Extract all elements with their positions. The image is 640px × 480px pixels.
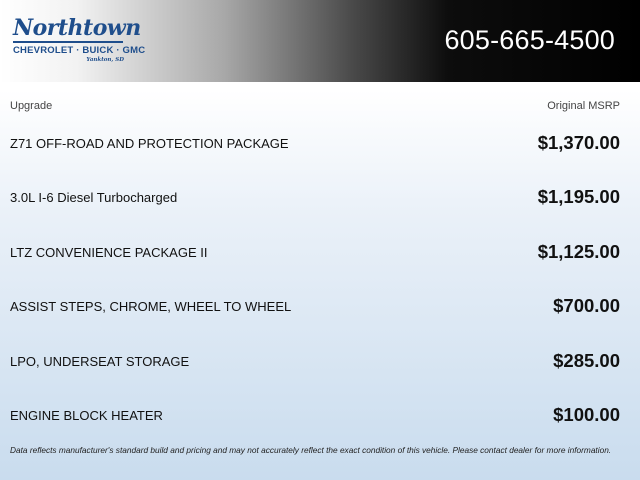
upgrade-name: LPO, UNDERSEAT STORAGE <box>10 353 190 369</box>
upgrade-row <box>0 225 640 279</box>
column-header-upgrade: Upgrade <box>10 100 53 112</box>
upgrade-price: $100.00 <box>553 403 620 425</box>
upgrade-row <box>0 334 640 388</box>
dealer-phone[interactable]: 605-665-4500 <box>444 25 615 55</box>
upgrade-row <box>0 388 640 442</box>
header-banner <box>0 0 640 82</box>
upgrade-price: $1,125.00 <box>537 240 620 262</box>
upgrade-price: $1,370.00 <box>537 132 620 153</box>
upgrade-name: ENGINE BLOCK HEATER <box>10 407 163 423</box>
upgrade-row <box>0 116 640 170</box>
upgrade-name: Z71 OFF-ROAD AND PROTECTION PACKAGE <box>10 136 289 151</box>
upgrade-row <box>0 170 640 224</box>
upgrade-name: 3.0L I-6 Diesel Turbocharged <box>10 190 178 206</box>
upgrade-price: $1,195.00 <box>537 186 620 208</box>
upgrade-row <box>0 279 640 333</box>
upgrade-name: ASSIST STEPS, CHROME, WHEEL TO WHEEL <box>10 299 292 315</box>
logo-divider <box>13 41 123 43</box>
dealer-logo <box>13 15 146 66</box>
logo-city: Yankton, SD <box>86 57 124 63</box>
column-header-msrp: Original MSRP <box>547 100 620 112</box>
logo-name: Northtown <box>13 15 141 41</box>
upgrade-list <box>0 116 640 442</box>
logo-brands: CHEVROLET · BUICK · GMC <box>13 45 146 56</box>
upgrade-price: $285.00 <box>553 349 620 371</box>
disclaimer-text: Data reflects manufacturer's standard build and pricing and may not accurately reflect the exact condition of this vehicle. Please contact dealer for more information. <box>10 445 612 455</box>
upgrade-price: $700.00 <box>553 295 620 317</box>
upgrade-name: LTZ CONVENIENCE PACKAGE II <box>10 244 208 260</box>
